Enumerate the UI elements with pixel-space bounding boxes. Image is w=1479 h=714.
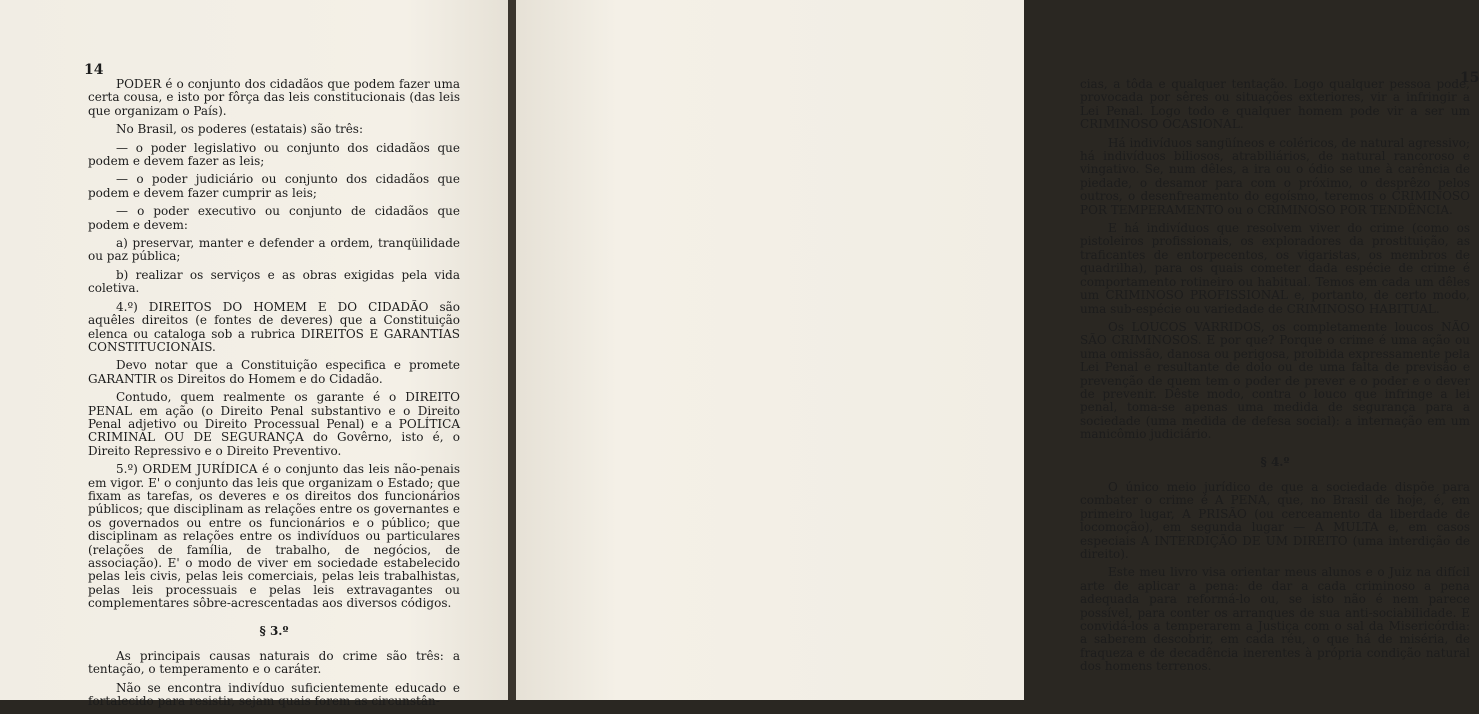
list-item: a) preservar, manter e defender a ordem, tranqüilidade ou paz pública; <box>88 236 460 264</box>
page-number-left: 14 <box>84 62 104 78</box>
paragraph: Há indivíduos sangüíneos e coléricos, de natural agressivo; há indivíduos biliosos, atrabiliários, de natural rancoroso e vingativo. Se, num dêles, a ira ou o ódio se une à carência de piedade, o desamor para com o próximo, o desprêzo pelos outros, o desenfreamento do egoísmo, teremos o CRIMINOSO POR TEMPERAMENTO ou o CRIMINOSO POR TENDÊNCIA. <box>1080 135 1470 217</box>
paragraph: Devo notar que a Constituição especifica e promete GARANTIR os Direitos do Homem e do Cidadão. <box>88 358 460 386</box>
paragraph: PODER é o conjunto dos cidadãos que podem fazer uma certa cousa, e isto por fôrça das leis constitucionais (das leis que organizam o País). <box>88 77 460 118</box>
paragraph: E há indivíduos que resolvem viver do crime (como os pistoleiros profissionais, os exploradores da prostituição, as traficantes de entorpecentos, os vigaristas, os membros de quadrilha), para os quais cometer dada espécie de crime é comportamento rotineiro ou habitual. Temos em cada um dêles um CRIMINOSO PROFISSIONAL e, portanto, de certo modo, uma sub-espécie ou variedade de CRIMINOSO HABITUAL. <box>1080 221 1470 316</box>
paragraph: O único meio jurídico de que a sociedade dispõe para combater o crime é A PENA, que, no Brasil de hoje, é, em primeiro lugar, A PRISÃO (ou cerceamento da liberdade de locomoção), em segunda lugar — A MULTA e, em casos especiais A INTERDIÇÃO DE UM DIREITO (uma interdição de direito). <box>1080 479 1470 561</box>
paragraph: Contudo, quem realmente os garante é o DIREITO PENAL em ação (o Direito Penal substantivo e o Direito Penal adjetivo ou Direito Processual Penal) e a POLÍTICA CRIMINAL OU DE SEGURANÇA do Govêrno, isto é, o Direito Repressivo e o Direito Preventivo. <box>88 390 460 458</box>
paragraph: 4.º) DIREITOS DO HOMEM E DO CIDADÃO são aquêles direitos (e fontes de deveres) que a Constituição elenca ou cataloga sob a rubrica DIREITOS E GARANTIAS CONSTITUCIONAIS. <box>88 299 460 354</box>
book-gutter <box>508 0 516 700</box>
right-page <box>516 0 1479 700</box>
paragraph: Não se encontra indivíduo suficientemente educado e fortalecido para resistir, sejam quais forem as circunstân- <box>88 680 460 709</box>
paragraph: cias, a tôda e qualquer tentação. Logo qualquer pessoa pode, provocada por sêres ou situações exteriores, vir a infringir a Lei Penal. Logo todo e qualquer homem pode vir a ser um CRIMINOSO OCASIONAL. <box>1080 77 1470 132</box>
list-item: — o poder judiciário ou conjunto dos cidadãos que podem e devem fazer cumprir as leis; <box>88 172 460 200</box>
paragraph: Os LOUCOS VARRIDOS, os completamente loucos NÃO SÃO CRIMINOSOS. E por que? Porque o crime é uma ação ou uma omissão, danosa ou perigosa, proibida expressamente pela Lei Penal e resultante de dolo ou de uma falta de previsão e prevenção de quem tem o poder de prever e o poder e o dever de prevenir. Dêste modo, contra o louco que infringe a lei penal, toma-se apenas uma medida de segurança para a sociedade (uma medida de defesa social): a internação em um manicômio judiciário. <box>1080 319 1470 442</box>
paragraph: As principais causas naturais do crime são três: a tentação, o temperamento e o caráter. <box>88 649 460 677</box>
list-item: — o poder legislativo ou conjunto dos cidadãos que podem e devem fazer as leis; <box>88 140 460 169</box>
list-item: b) realizar os serviços e as obras exigidas pela vida coletiva. <box>88 267 460 296</box>
page-number-right: 15 <box>1460 70 1479 86</box>
section-heading: § 4.º <box>1260 454 1290 469</box>
paragraph: No Brasil, os poderes (estatais) são três: <box>116 122 364 137</box>
list-item: — o poder executivo ou conjunto de cidadãos que podem e devem: <box>88 204 460 232</box>
right-page-text <box>1080 78 1470 679</box>
paragraph: 5.º) ORDEM JURÍDICA é o conjunto das leis não-penais em vigor. E' o conjunto das leis que organizam o Estado; que fixam as tarefas, os deveres e os direitos dos funcionários públicos; que disciplinam as relações entre os governantes e os governados ou entre os funcionários e o público; que disciplinam as relações entre os indivíduos ou particulares (relações de família, de trabalho, de negócios, de associação). E' o modo de viver em sociedade estabelecido pelas leis civis, pelas leis comerciais, pelas leis trabalhistas, pelas leis processuais e pelas leis extravagantes ou complementares sôbre-acrescentadas aos diversos códigos. <box>88 462 460 611</box>
left-page <box>0 0 508 709</box>
paragraph: Este meu livro visa orientar meus alunos e o Juiz na difícil arte de aplicar a pena: de dar a cada criminoso a pena adequada para reformá-lo ou, se isto não é nem parece possível, para conter os arranques de sua anti-sociabilidade. E convidá-los a temperarem a Justiça com o sal da Misericórdia: a saberem descobrir, em cada réu, o que há de miséria, de fraqueza e de decadência inerentes à própria condição natural dos homens terrenos. <box>1080 565 1470 674</box>
section-heading: § 3.º <box>259 623 289 638</box>
left-page-text <box>88 78 460 714</box>
